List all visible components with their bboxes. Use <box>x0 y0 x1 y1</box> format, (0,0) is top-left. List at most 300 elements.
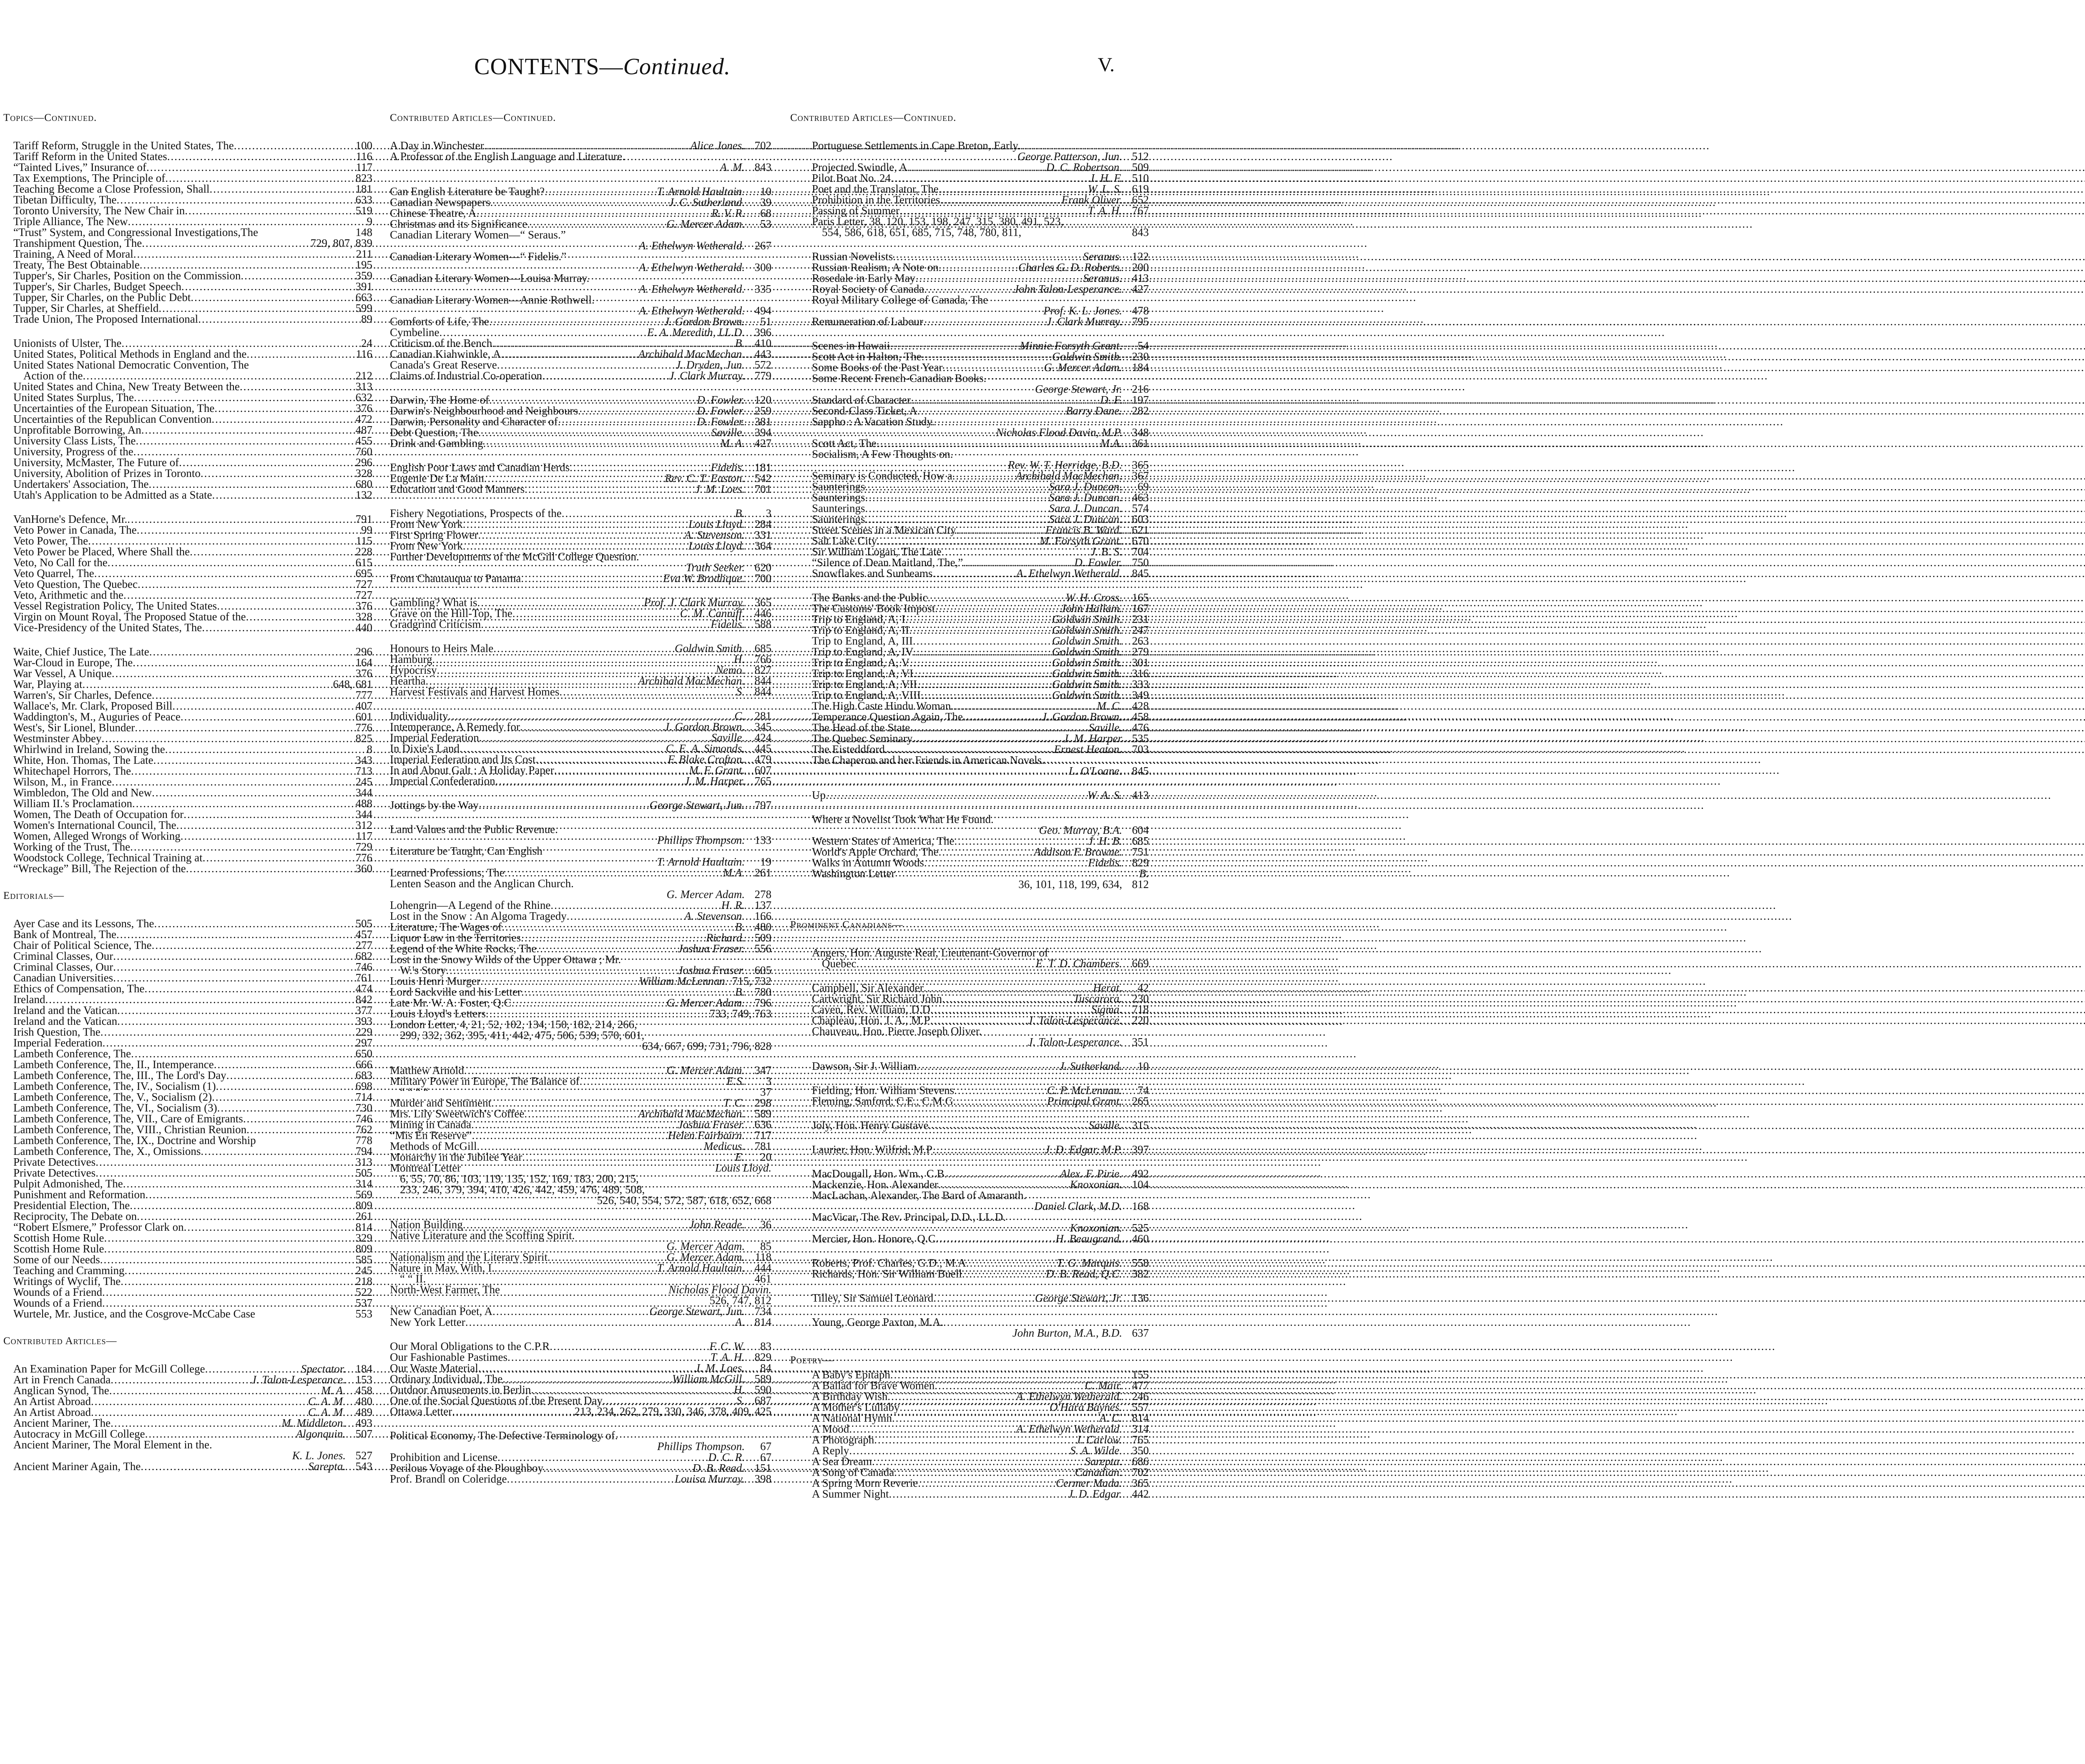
entry-page: 361 <box>1132 437 1149 449</box>
toc-row <box>3 940 372 951</box>
entry-title: Women's International Council, The <box>13 819 176 831</box>
toc-entry <box>390 1119 771 1130</box>
dot-leader <box>88 535 346 546</box>
toc-row <box>790 825 1149 836</box>
entry-author: Medicus. <box>703 1140 745 1152</box>
toc-entry <box>790 305 1149 316</box>
entry-author: Canadian. <box>1075 1466 1122 1478</box>
toc-row <box>790 151 1149 162</box>
entry-page: 480 <box>754 921 771 933</box>
toc-entry <box>3 1287 372 1297</box>
entry-title: Veto Quarrel, The <box>13 567 94 580</box>
dot-leader <box>910 722 1087 733</box>
toc-row <box>390 1352 771 1363</box>
toc-row <box>390 1087 771 1097</box>
toc-row <box>3 535 372 546</box>
dot-leader <box>849 1423 1015 1434</box>
toc-entry <box>3 424 372 435</box>
entry-author: A. C. <box>1099 1412 1122 1424</box>
toc-entry <box>3 1297 372 1308</box>
dot-leader <box>123 1178 346 1189</box>
entry-page: 328 <box>355 467 372 479</box>
toc-entry <box>390 1452 771 1463</box>
entry-page: 809 <box>355 1199 372 1212</box>
toc-entry <box>790 351 1149 362</box>
toc-entry <box>790 449 1149 459</box>
toc-entry <box>790 1201 1149 1212</box>
toc-entry <box>3 524 372 535</box>
toc-row <box>3 820 372 831</box>
entry-title: A Reply <box>812 1444 849 1457</box>
entry-page: 621 <box>1132 524 1149 536</box>
dot-leader <box>104 1232 346 1243</box>
entry-title: Trip to England, A, II <box>812 624 909 636</box>
entry-author: A. Ethelwyn Wetherald. <box>1016 567 1122 580</box>
entry-title: Rosedale in Early May <box>812 272 916 284</box>
dot-leader <box>887 1391 1015 1402</box>
entry-title: Art in French Canada <box>13 1373 111 1386</box>
section-heading: Contributed Articles—Continued. <box>390 112 556 123</box>
toc-entry <box>790 492 1149 503</box>
entry-author: D. C. Robertson. <box>1046 161 1122 173</box>
entry-title: Lambeth Conference, The, II., Intemperance <box>13 1058 214 1071</box>
entry-title: Triple Alliance, The New <box>13 215 128 228</box>
toc-row <box>390 294 771 305</box>
toc-entry <box>790 1369 1149 1380</box>
entry-page: 277 <box>355 939 372 951</box>
entry-title: Tupper's, Sir Charles, Position on the Commission <box>13 269 241 282</box>
entry-page: 118 <box>755 1251 771 1263</box>
entry-page: 537 <box>355 1297 372 1309</box>
entry-author: Rev. W. T. Herridge, B.D. <box>1008 459 1122 471</box>
toc-row <box>3 1092 372 1102</box>
dot-leader <box>603 1395 735 1406</box>
entry-page: 181 <box>355 183 372 195</box>
entry-author: Nicholas Flood Davin. <box>668 1283 771 1296</box>
toc-entry <box>790 384 1149 394</box>
entry-author: H. <box>734 1383 745 1396</box>
entry-page: 245 <box>355 775 372 788</box>
entry-author: Ernest Heaton. <box>1054 743 1122 755</box>
entry-title: Heartha <box>390 675 426 687</box>
entry-author: C. Mair. <box>1085 1379 1122 1392</box>
toc-entry <box>390 986 771 997</box>
toc-row <box>790 514 1149 524</box>
toc-entry <box>790 868 1149 879</box>
entry-title: Canadian Newspapers <box>390 196 490 208</box>
entry-title: University Class Lists, The <box>13 434 136 447</box>
entry-title: Lambeth Conference, The, VI., Socialism (3) <box>13 1102 217 1114</box>
toc-entry <box>390 1241 771 1252</box>
entry-author: A. Ethelwyn Wetherald. <box>1016 1423 1122 1435</box>
dot-leader <box>184 1222 346 1232</box>
dot-leader <box>464 1065 665 1076</box>
toc-entry <box>390 338 771 349</box>
toc-entry <box>390 619 771 630</box>
toc-entry <box>390 529 771 540</box>
toc-row <box>790 1423 1149 1434</box>
entry-author: T. Arnold Haultain. <box>657 1262 745 1274</box>
entry-title: Lost in the Snowy Wilds of the Upper Ottawa ; Mr. <box>390 953 621 966</box>
dot-leader <box>212 1092 346 1102</box>
toc-row <box>390 721 771 732</box>
entry-title: A Professor of the English Language and Literature. <box>390 150 625 163</box>
toc-row <box>390 551 771 562</box>
entry-page: 85 <box>760 1240 771 1252</box>
toc-row <box>390 932 771 943</box>
toc-entry <box>790 284 1149 294</box>
toc-row <box>3 722 372 733</box>
toc-row <box>790 868 1149 879</box>
toc-row <box>3 579 372 590</box>
dot-leader <box>212 489 346 500</box>
entry-page: 814 <box>355 1221 372 1233</box>
entry-title: Working of the Trust, The <box>13 841 131 853</box>
dot-leader <box>940 194 1060 205</box>
toc-entry <box>3 1243 372 1254</box>
toc-row <box>790 205 1149 216</box>
dot-leader <box>217 600 346 611</box>
entry-title: MacVicar, The Rev. Principal, D.D., LL.D. <box>812 1211 1006 1223</box>
dot-leader <box>479 732 710 743</box>
dot-leader <box>128 216 346 227</box>
entry-author: A. Ethelwyn Wetherald. <box>1016 1390 1122 1403</box>
entry-page: 153 <box>355 1373 372 1386</box>
toc-row <box>3 1124 372 1135</box>
entry-title: A Photograph <box>812 1433 874 1446</box>
dot-leader <box>497 1452 706 1463</box>
entry-author: Goldwin Smith. <box>1052 350 1122 363</box>
toc-entry <box>3 755 372 765</box>
entry-title: 526, 747, 812 <box>709 1294 771 1307</box>
entry-page: 829 <box>1132 856 1149 869</box>
toc-entry <box>390 1097 771 1108</box>
entry-title: Lost in the Snow : An Algoma Tragedy <box>390 910 567 922</box>
toc-row <box>3 414 372 424</box>
toc-row <box>3 194 372 205</box>
toc-row <box>390 1241 771 1252</box>
entry-title: The High Caste Hindu Woman <box>812 700 951 712</box>
dot-leader <box>121 1276 346 1287</box>
toc-entry <box>3 611 372 622</box>
dot-leader <box>922 351 1050 362</box>
toc-entry <box>390 732 771 743</box>
entry-title: Canadian Literary Women—“ Fidelis.” <box>390 250 567 263</box>
entry-page: 116 <box>356 348 372 360</box>
entry-page: 686 <box>1132 1455 1149 1468</box>
entry-page: 89 <box>361 313 372 325</box>
dot-leader <box>135 722 346 733</box>
toc-row <box>390 251 771 262</box>
entry-page: 776 <box>355 851 372 864</box>
dot-leader <box>138 579 346 590</box>
entry-page: 733, 749, 763 <box>709 1007 771 1020</box>
toc-row <box>390 338 771 349</box>
entry-title: Reciprocity, The Debate on <box>13 1210 137 1222</box>
toc-entry <box>790 470 1149 481</box>
entry-author: S. <box>736 1394 745 1407</box>
toc-entry <box>790 1233 1149 1244</box>
toc-entry <box>790 814 1149 825</box>
dot-leader <box>142 238 306 248</box>
entry-page: 778 <box>355 1134 372 1147</box>
toc-row <box>3 994 372 1005</box>
toc-entry <box>390 573 771 584</box>
toc-entry <box>390 229 771 240</box>
toc-entry <box>3 338 372 349</box>
entry-title: Matthew Arnold <box>390 1064 464 1076</box>
entry-author: J. M. Loes. <box>695 483 745 495</box>
entry-author: Spectator. <box>301 1363 346 1375</box>
entry-title: Tupper, Sir Charles, on the Public Debt <box>13 291 191 304</box>
dot-leader <box>167 151 346 162</box>
entry-page: 458 <box>355 1384 372 1397</box>
entry-title: Trade Union, The Proposed International <box>13 313 198 325</box>
entry-page: 329 <box>355 1232 372 1244</box>
spacer <box>390 494 771 508</box>
toc-entry <box>3 1146 372 1157</box>
entry-page: 348 <box>1132 426 1149 439</box>
toc-row <box>390 835 771 846</box>
toc-entry <box>790 459 1149 470</box>
entry-title: Education and Good Manners <box>390 483 525 495</box>
dot-leader <box>914 646 1050 657</box>
entry-author: T. Arnold Haultain. <box>657 856 745 868</box>
toc-entry <box>390 824 771 835</box>
toc-entry <box>790 294 1149 305</box>
toc-row <box>390 1317 771 1327</box>
dot-leader <box>246 1124 346 1135</box>
entry-author: Louis Lloyd. <box>688 539 745 552</box>
toc-row <box>790 546 1149 557</box>
entry-title: Transhipment Question, The <box>13 237 142 249</box>
entry-author: Goldwin Smith. <box>1052 613 1122 625</box>
toc-row <box>3 951 372 961</box>
dot-leader <box>191 292 346 303</box>
entry-title: Montreal Letter <box>390 1162 461 1174</box>
entry-author: Goldwin Smith. <box>674 642 745 655</box>
entry-author: Francis B. Ward. <box>1045 524 1122 536</box>
toc-entry <box>3 1450 372 1461</box>
toc-row <box>790 982 1149 993</box>
toc-row <box>390 943 771 954</box>
toc-row <box>790 744 1149 755</box>
entry-page: 601 <box>355 710 372 723</box>
toc-row <box>790 635 1149 646</box>
toc-entry <box>790 503 1149 514</box>
entry-page: 845 <box>1132 765 1149 777</box>
toc-row <box>790 1222 1149 1233</box>
entry-author: Eva W. Brodlique. <box>663 572 745 585</box>
entry-title: Prohibition and License <box>390 1451 497 1463</box>
entry-title: Veto Question, The Quebec <box>13 578 138 590</box>
entry-page: 765 <box>1132 1433 1149 1446</box>
entry-title: War Vessel, A Unique <box>13 667 112 680</box>
toc-entry <box>3 733 372 744</box>
dot-leader <box>938 1179 1068 1190</box>
entry-page: 195 <box>355 258 372 271</box>
entry-author: John Reade. <box>689 1218 745 1231</box>
toc-row <box>3 733 372 744</box>
entry-page: 588 <box>754 618 771 630</box>
entry-page: 669 <box>1132 957 1149 970</box>
entry-author: George Stewart, Jun. <box>649 1305 745 1317</box>
dot-leader <box>918 1478 1054 1488</box>
entry-title: North-West Farmer, The <box>390 1283 500 1296</box>
entry-page: 527 <box>355 1449 372 1462</box>
dot-leader <box>935 603 1059 614</box>
entry-page: 230 <box>1132 992 1149 1005</box>
entry-page: 589 <box>754 1107 771 1120</box>
entry-page: 100 <box>355 139 372 152</box>
entry-page: 619 <box>1132 183 1149 195</box>
entry-title: Christmas and its Significance <box>390 218 528 230</box>
entry-author: Archibald MacMechan. <box>638 348 745 360</box>
entry-author: A. Stevenson. <box>684 910 745 922</box>
toc-entry <box>790 982 1149 993</box>
toc-entry <box>3 590 372 600</box>
entry-page: 701 <box>754 483 771 495</box>
entry-title: In Dixie's Land <box>390 742 460 755</box>
toc-row <box>390 1406 771 1417</box>
dot-leader <box>939 183 1086 194</box>
toc-row <box>3 1016 372 1026</box>
entry-page: 67 <box>760 1451 771 1463</box>
toc-entry <box>3 403 372 414</box>
toc-entry <box>3 1428 372 1439</box>
toc-entry <box>390 427 771 438</box>
toc-entry <box>790 700 1149 711</box>
entry-page: 542 <box>754 472 771 484</box>
toc-row <box>3 590 372 600</box>
toc-row <box>3 546 372 557</box>
toc-entry <box>790 825 1149 836</box>
entry-page: 212 <box>355 369 372 382</box>
spacer <box>390 127 771 140</box>
entry-author: Archibald MacMechan. <box>638 1107 745 1120</box>
toc-row <box>390 1019 771 1030</box>
toc-row <box>790 1201 1149 1212</box>
dot-leader <box>181 831 346 841</box>
entry-title: Military Power in Europe, The Balance of <box>390 1075 580 1087</box>
toc-row <box>3 690 372 700</box>
toc-entry <box>3 1276 372 1287</box>
entry-author: Saville. <box>711 731 745 744</box>
toc-row <box>390 889 771 900</box>
dot-leader <box>446 965 676 976</box>
entry-author: Helen Fairbairn. <box>668 1129 745 1142</box>
toc-entry <box>3 194 372 205</box>
entry-title: Native Literature and the Scoffing Spirit. <box>390 1229 575 1242</box>
dot-leader <box>246 611 346 622</box>
dot-leader <box>136 435 346 446</box>
entry-author: D. B. Read, Q.C. <box>1046 1267 1122 1280</box>
toc-row <box>3 183 372 194</box>
entry-title: Grave on the Hill-Top, The <box>390 607 512 620</box>
entry-title: Prof. Brandl on Coleridge <box>390 1473 507 1485</box>
entry-page: 376 <box>355 600 372 612</box>
dot-leader <box>463 1219 688 1230</box>
toc-entry <box>790 557 1149 568</box>
entry-page: 637 <box>1132 1327 1149 1339</box>
entry-author: A. M. <box>720 161 745 173</box>
spacer <box>390 697 771 710</box>
entry-page: 780 <box>754 986 771 998</box>
dot-leader <box>545 186 655 197</box>
toc-row <box>390 1252 771 1262</box>
toc-entry <box>3 1189 372 1200</box>
entry-page: 474 <box>355 982 372 995</box>
entry-page: 680 <box>355 478 372 490</box>
entry-author: A. Stevenson. <box>684 529 745 541</box>
entry-author: Saville. <box>1088 1119 1122 1132</box>
entry-page: 809 <box>355 1242 372 1255</box>
toc-row <box>3 173 372 183</box>
entry-title: Chapleau, Hon. J. A., M.P <box>812 1014 930 1026</box>
dot-leader <box>907 162 1045 173</box>
dot-leader <box>909 625 1050 635</box>
toc-row <box>790 646 1149 657</box>
toc-entry <box>390 721 771 732</box>
toc-row <box>790 459 1149 470</box>
entry-author: M.A. <box>1100 437 1122 449</box>
entry-title: Roberts, Prof. Charles, G.D., M.A <box>812 1257 966 1269</box>
entry-title: Murder and Sentiment <box>390 1097 491 1109</box>
dot-leader <box>133 657 346 668</box>
entry-author: D. Fowler. <box>697 394 745 406</box>
entry-author: J. Talon-Lesperance. <box>251 1373 346 1386</box>
entry-page: 509 <box>754 931 771 944</box>
entry-title: Passing of Summer <box>812 204 900 217</box>
toc-entry <box>390 316 771 327</box>
toc-entry <box>390 878 771 889</box>
entry-title: Learned Professions, The <box>390 866 505 879</box>
dot-leader <box>130 1200 346 1211</box>
entry-title: Canadian Universities <box>13 971 113 984</box>
entry-title: Dawson, Sir J. William <box>812 1060 917 1072</box>
toc-row <box>790 1061 1149 1071</box>
entry-page: 746 <box>355 961 372 973</box>
toc-entry <box>3 359 372 370</box>
toc-row <box>790 836 1149 846</box>
toc-row <box>790 857 1149 868</box>
dot-leader <box>112 776 346 787</box>
toc-entry <box>3 1461 372 1472</box>
toc-row <box>390 484 771 494</box>
entry-title: Ethics of Compensation, The <box>13 982 145 995</box>
toc-row <box>790 1096 1149 1107</box>
toc-entry <box>790 316 1149 327</box>
entry-title: Vessel Registration Policy, The United States <box>13 600 217 612</box>
toc-row <box>3 1048 372 1059</box>
entry-title: Whirlwind in Ireland, Sowing the <box>13 743 165 755</box>
dot-leader <box>913 668 1050 679</box>
toc-entry <box>390 349 771 359</box>
toc-row <box>3 646 372 657</box>
toc-entry <box>390 1395 771 1406</box>
toc-row <box>3 314 372 324</box>
entry-title: Russian Realism, A Note on <box>812 261 939 274</box>
toc-row <box>790 668 1149 679</box>
toc-entry <box>3 457 372 468</box>
dot-leader <box>133 248 346 259</box>
toc-entry <box>3 722 372 733</box>
toc-entry <box>790 262 1149 273</box>
toc-entry <box>390 1352 771 1363</box>
entry-page: 350 <box>1132 1444 1149 1457</box>
toc-row <box>3 205 372 216</box>
entry-title: Sir William Logan, The Late <box>812 545 942 558</box>
